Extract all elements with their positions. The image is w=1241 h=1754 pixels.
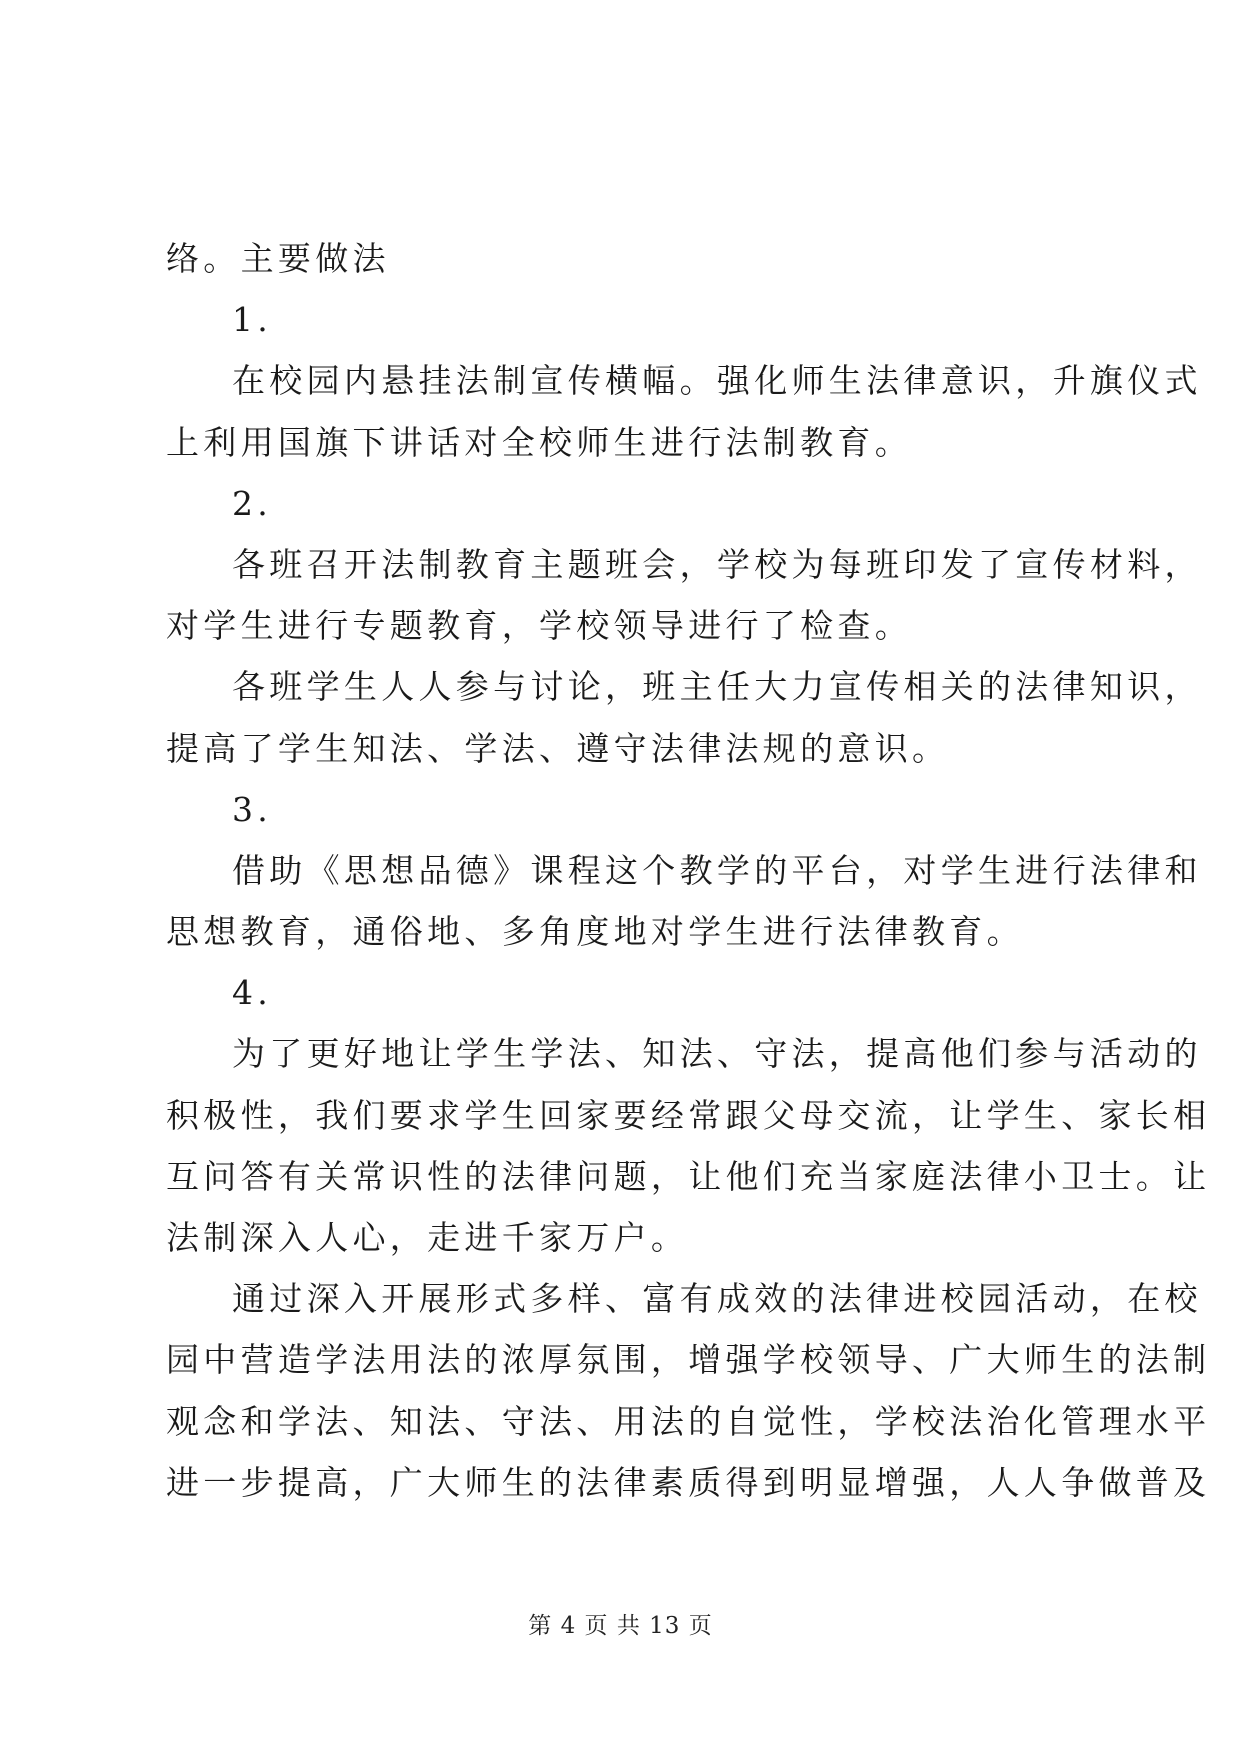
text-line: 观念和学法、知法、守法、用法的自觉性，学校法治化管理水平 [166,1401,1211,1441]
list-number-3: 3. [232,789,273,829]
text-line: 法制深入人心，走进千家万户。 [166,1218,689,1257]
list-number-4: 4. [232,973,273,1013]
paragraph-line: 借助《思想品德》课程这个教学的平台，对学生进行法律和 [232,850,1202,890]
paragraph-line: 各班学生人人参与讨论，班主任大力宣传相关的法律知识， [232,667,1202,707]
text-line: 园中营造学法用法的浓厚氛围，增强学校领导、广大师生的法制 [166,1340,1211,1380]
text-line: 思想教育，通俗地、多角度地对学生进行法律教育。 [166,912,1024,952]
paragraph-line: 为了更好地让学生学法、知法、守法，提高他们参与活动的 [232,1034,1202,1074]
page-number-footer: 第 4 页 共 13 页 [528,1613,713,1639]
text-line: 提高了学生知法、学法、遵守法律法规的意识。 [166,728,950,768]
body-text [166,228,1211,1513]
text-line: 进一步提高，广大师生的法律素质得到明显增强，人人争做普及 [166,1462,1211,1502]
text-line: 积极性，我们要求学生回家要经常跟父母交流，让学生、家长相 [166,1095,1211,1135]
paragraph-line: 在校园内悬挂法制宣传横幅。强化师生法律意识，升旗仪式 [232,361,1202,401]
paragraph-line: 通过深入开展形式多样、富有成效的法律进校园活动，在校 [232,1279,1202,1319]
text-line: 对学生进行专题教育，学校领导进行了检查。 [166,606,912,646]
text-line: 互问答有关常识性的法律问题，让他们充当家庭法律小卫士。让 [166,1156,1211,1196]
text-line: 上利用国旗下讲话对全校师生进行法制教育。 [166,422,912,462]
list-number-1: 1. [232,300,273,340]
text-line: 络。主要做法 [166,239,390,278]
list-number-2: 2. [232,483,273,523]
paragraph-line: 各班召开法制教育主题班会，学校为每班印发了宣传材料， [232,544,1202,584]
